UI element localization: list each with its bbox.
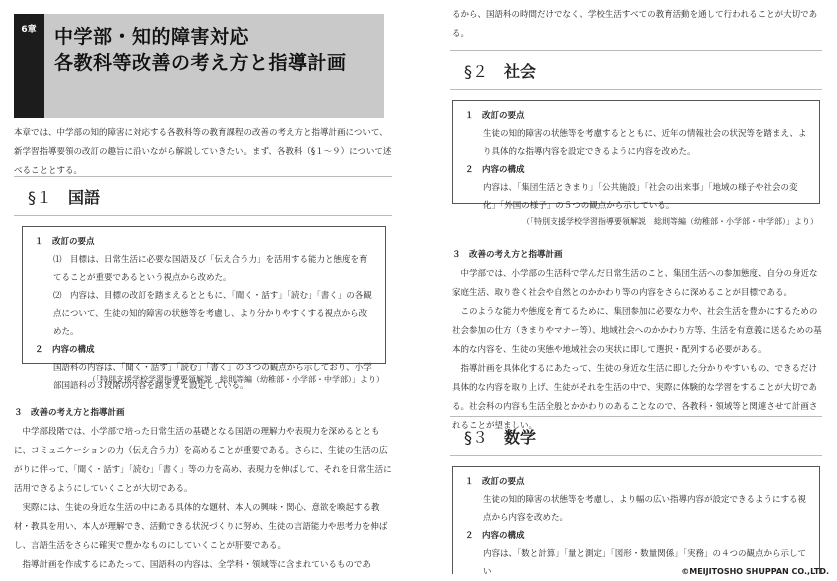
body-section-3 xyxy=(452,246,822,436)
section-heading-shakai xyxy=(450,50,822,90)
chapter-tag: 6章 xyxy=(14,14,44,118)
body-paragraph: 指導計画を具体化するにあたって、生徒の身近な生活に即した分かりやすいもの、できるだけ具体的な内容を取り上げ、生徒がそれを生活の中で、実際に体験的な学習をすることが大切である。社会科の内容も生活全般とかかわりのあることなので、各教科・領域等と関連させて計画されることが望ましい。 xyxy=(452,364,818,431)
box-heading: ２ 内容の構成 xyxy=(35,345,95,355)
source-note: （「特別支援学校学習指導要領解説 総則等編（幼稚部・小学部・中学部）」より） xyxy=(522,217,818,226)
box-heading: ２ 内容の構成 xyxy=(465,531,525,541)
section-number: §１ xyxy=(28,187,53,207)
summary-box-shakai xyxy=(452,100,820,211)
subheading: ３ 改善の考え方と指導計画 xyxy=(14,408,125,418)
body-paragraph: 指導計画を作成するにあたって、国語科の内容は、全学科・領域等に含まれているものであ xyxy=(22,560,371,570)
box-heading: １ 改訂の要点 xyxy=(35,237,95,247)
right-page xyxy=(430,0,830,580)
box-heading: １ 改訂の要点 xyxy=(465,477,525,487)
body-paragraph: 中学部では、小学部の生活科で学んだ日常生活のこと、集団生活への参加態度、自分の身近な家庭生活、取り巻く社会や自然とのかかわり等の内容をさらに深めることが目標である。 xyxy=(452,269,818,298)
section-title: 国語 xyxy=(68,187,101,207)
body-paragraph: このような能力や態度を育てるために、集団参加に必要な力や、社会生活を豊かにするための社会参加の仕方（きまりやマナー等）、地域社会へのかかわり方等、生活を有意義に送るための基本的な内容を、生徒の実態や地域社会の実状に即して選択・配列する必要がある。 xyxy=(452,307,822,355)
intro-paragraph: 本章では、中学部の知的障害に対応する各教科等の教育課程の改善の考え方と指導計画について、新学習指導要領の改訂の趣旨に沿いながら解説していきたい。まず、各教科（§１～９）について述べることとする。 xyxy=(14,128,392,176)
chapter-title-line1: 中学部・知的障害対応 xyxy=(54,26,250,48)
box-paragraph: 国語科の内容は、「聞く・話す」「読む」「書く」の３つの観点から示しており、小学部国語科の３段階の内容を踏まえて設定している。 xyxy=(53,363,372,391)
box-paragraph: 内容は、「集団生活ときまり」「公共施設」「社会の出来事」「地域の様子や社会の変化」「外国の様子」の５つの観点から示している。 xyxy=(483,183,798,211)
left-page xyxy=(0,0,412,580)
body-section-3 xyxy=(14,404,392,575)
box-paragraph: 生徒の知的障害の状態等を考慮するとともに、近年の情報社会の状況等を踏まえ、より具体的な指導内容を設定できるように内容を改めた。 xyxy=(483,129,807,157)
box-paragraph: 生徒の知的障害の状態等を考慮し、より幅の広い指導内容が設定できるようにする視点から内容を改めた。 xyxy=(483,495,807,523)
source-note: （「特別支援学校学習指導要領解説 総則等編（幼稚部・小学部・中学部）」より） xyxy=(88,375,384,384)
chapter-title-box xyxy=(44,14,384,118)
section-heading-kokugo xyxy=(14,176,392,216)
box-paragraph: 内容は、「数と計算」「量と測定」「図形・数量関係」「実務」の４つの観点から示してい xyxy=(483,549,807,577)
copyright-notice: ©MEIJITOSHO SHUPPAN CO.,LTD. xyxy=(681,567,829,576)
box-paragraph: ⑴ 目標は、日常生活に必要な国語及び「伝え合う力」を活用する能力と態度を育てることが重要であるという視点から改めた。 xyxy=(53,255,368,283)
section-number: §３ xyxy=(464,427,489,447)
section-heading-sugaku xyxy=(450,416,822,456)
body-paragraph: 実際には、生徒の身近な生活の中にある具体的な題材、本人の興味・関心、意欲を喚起する教材・教具を用い、本人が理解でき、活動できる状況づくりに努め、生徒の言語能力や思考力を伸ばし、言語生活をさらに確実で豊かなものにしていくことが肝要である。 xyxy=(14,503,388,551)
subheading: ３ 改善の考え方と指導計画 xyxy=(452,250,563,260)
box-heading: １ 改訂の要点 xyxy=(465,111,525,121)
body-paragraph: 中学部段階では、小学部で培った日常生活の基礎となる国語の理解力や表現力を深めるとともに、コミュニケーションの力（伝え合う力）を高めることが重要である。さらに、生徒の生活の広がりに伴って、「聞く・話す」「読む」「書く」等の力を高め、表現力を伸ばして、それを日常生活に活用できるようにしていくことが大切である。 xyxy=(14,427,392,494)
section-title: 数学 xyxy=(504,427,537,447)
continued-paragraph: るから、国語科の時間だけでなく、学校生活すべての教育活動を通して行われることが大切である。 xyxy=(452,10,818,39)
box-heading: ２ 内容の構成 xyxy=(465,165,525,175)
section-number: §２ xyxy=(464,61,489,81)
box-paragraph: ⑵ 内容は、目標の改訂を踏まえるとともに、「聞く・話す」「読む」「書く」の各観点について、生徒の知的障害の状態等を考慮し、より分かりやすくする視点から改めた。 xyxy=(53,291,372,337)
section-title: 社会 xyxy=(504,61,537,81)
summary-box-sugaku xyxy=(452,466,820,577)
chapter-title-line2: 各教科等改善の考え方と指導計画 xyxy=(54,52,347,74)
